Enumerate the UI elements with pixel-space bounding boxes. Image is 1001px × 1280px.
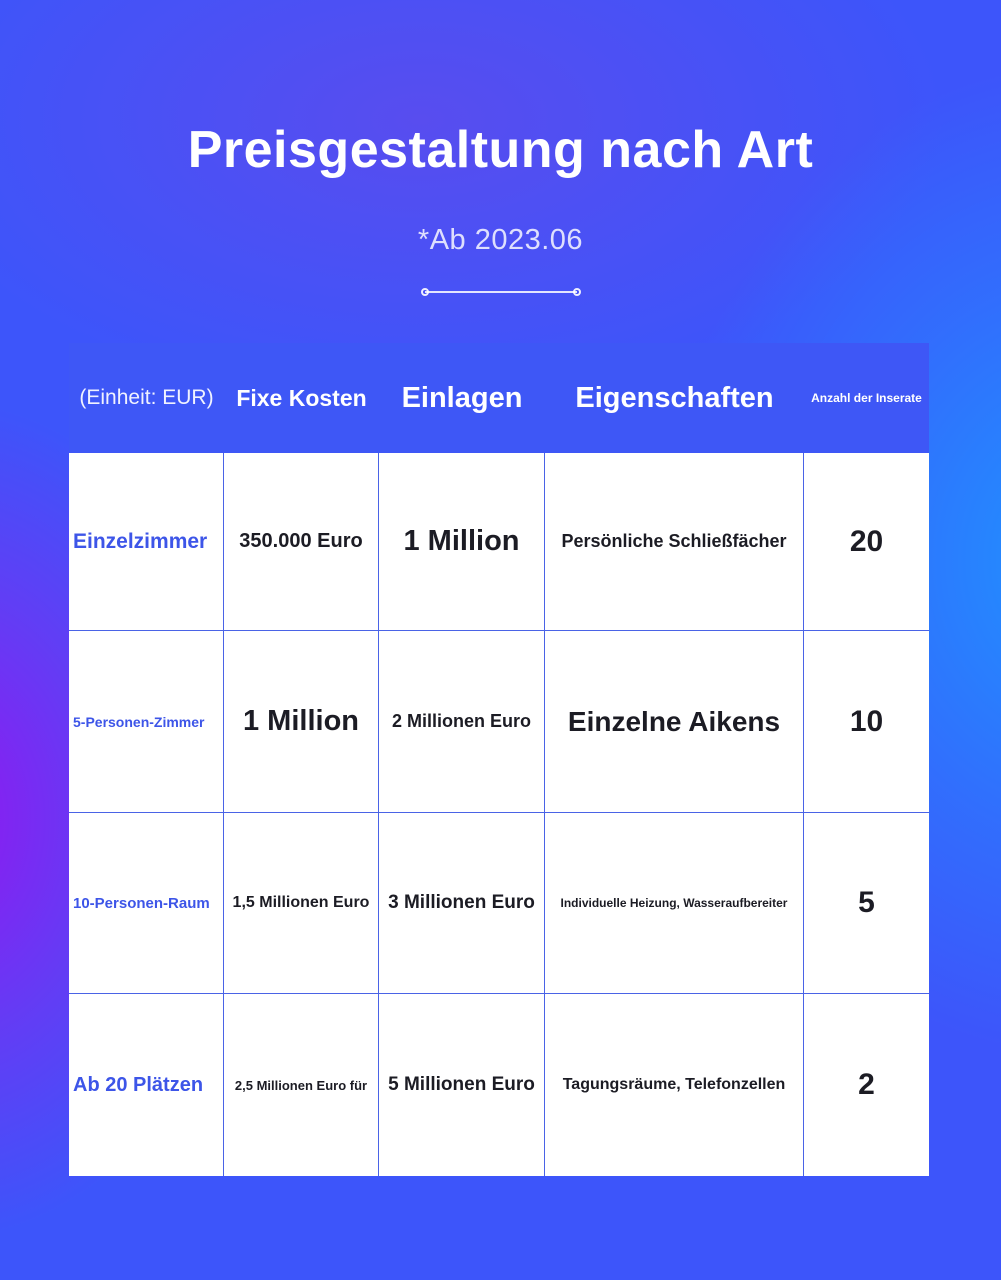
header-unit: (Einheit: EUR) <box>79 386 214 409</box>
row-type: Ab 20 Plätzen <box>69 994 224 1176</box>
divider-dot-right <box>573 288 581 296</box>
title-divider <box>421 287 581 297</box>
row-deposit: 2 Millionen Euro <box>379 631 545 813</box>
table-row <box>69 813 929 994</box>
row-count: 5 <box>804 813 929 994</box>
row-type: 5-Personen-Zimmer <box>69 631 224 813</box>
row-fixed-cost: 2,5 Millionen Euro für <box>224 994 379 1176</box>
row-count: 20 <box>804 453 929 631</box>
row-deposit: 3 Millionen Euro <box>379 813 545 994</box>
header-deposit: Einlagen <box>401 381 523 414</box>
row-type: Einzelzimmer <box>69 453 224 631</box>
table-row <box>69 994 929 1176</box>
page-title: Preisgestaltung nach Art <box>187 121 814 179</box>
table-row <box>69 631 929 813</box>
pricing-table <box>69 343 929 1176</box>
header-listing-count: Anzahl der Inserate <box>811 391 922 405</box>
table-header-row <box>69 343 929 453</box>
row-count: 2 <box>858 1068 875 1101</box>
row-features: Tagungsräume, Telefonzellen <box>545 994 804 1176</box>
row-count: 10 <box>804 631 929 813</box>
divider-line <box>425 291 577 293</box>
row-type: 10-Personen-Raum <box>69 813 224 994</box>
row-features: Individuelle Heizung, Wasseraufbereiter <box>545 813 804 994</box>
row-features: Persönliche Schließfächer <box>545 453 804 631</box>
row-fixed-cost: 1 Million <box>224 631 379 813</box>
row-deposit: 5 Millionen Euro <box>379 994 545 1176</box>
row-fixed-cost: 1,5 Millionen Euro <box>224 813 379 994</box>
row-features: Einzelne Aikens <box>545 631 804 813</box>
table-row <box>69 453 929 631</box>
page-subtitle: *Ab 2023.06 <box>417 224 584 256</box>
row-fixed-cost: 350.000 Euro <box>224 453 379 631</box>
header-features: Eigenschaften <box>575 381 774 414</box>
header-fixed-cost: Fixe Kosten <box>236 384 367 411</box>
row-deposit: 1 Million <box>379 453 545 631</box>
